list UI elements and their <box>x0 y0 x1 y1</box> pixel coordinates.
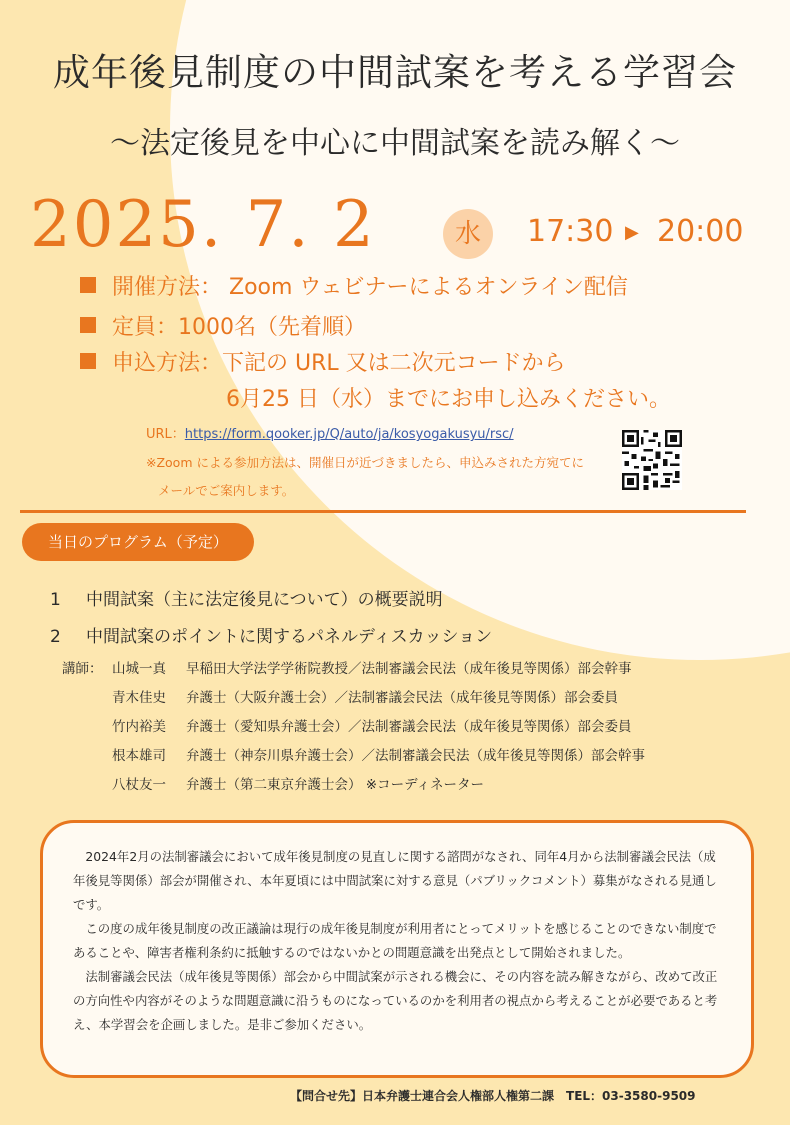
info-capacity <box>80 310 366 341</box>
registration-url <box>146 423 514 442</box>
bullet-square-icon <box>80 353 96 369</box>
lecturer-name: 根本雄司 <box>112 748 166 764</box>
zoom-note-line1: ※Zoom による参加方法は、開催日が近づきましたら、申込みされた方宛てに <box>146 455 584 470</box>
lecturer-role: 早稲田大学法学学術院教授／法制審議会民法（成年後見等関係）部会幹事 <box>186 661 632 677</box>
info-method <box>80 270 628 301</box>
info-method-text: 開催方法： Zoom ウェビナーによるオンライン配信 <box>112 275 628 300</box>
lecturer-name: 山城一真 <box>112 661 166 677</box>
program-item <box>50 585 443 610</box>
description-paragraph: 法制審議会民法（成年後見等関係）部会から中間試案が示される機会に、その内容を読み解きながら、改めて改正の方向性や内容がそのような問題意識に沿うものになっているのかを利用者の視点から考えることが必要であると考え、本学習会を企画しました。是非ご参加ください。 <box>73 969 718 1032</box>
bullet-square-icon <box>80 317 96 333</box>
program-heading: 当日のプログラム（予定） <box>22 523 254 561</box>
program-item-number: 2 <box>50 627 61 647</box>
page-subtitle: ～法定後見を中心に中間試案を読み解く～ <box>110 126 680 161</box>
lecturer-role: 弁護士（第二東京弁護士会） ※コーディネーター <box>186 777 485 793</box>
description-paragraph: 2024年2月の法制審議会において成年後見制度の見直しに関する諮問がなされ、同年4月から法制審議会民法（成年後見等関係）部会が開催され、本年夏頃には中間試案に対する意見（パブリックコメント）募集がなされる見通しです。 <box>73 849 717 912</box>
url-link[interactable]: https://form.qooker.jp/Q/auto/ja/kosyogakusyu/rsc/ <box>184 427 514 442</box>
lecturer-name: 八杖友一 <box>112 777 166 793</box>
info-apply <box>80 346 566 377</box>
description-paragraph: この度の成年後見制度の改正議論は現行の成年後見制度が利用者にとってメリットを感じることのできない制度であることや、障害者権利条約に抵触するのではないかとの問題意識を出発点として開始されました。 <box>73 921 717 960</box>
qr-code-icon[interactable] <box>622 430 682 490</box>
weekday-badge: 水 <box>443 209 493 259</box>
program-item-text: 中間試案（主に法定後見について）の概要説明 <box>86 590 443 610</box>
program-item-number: 1 <box>50 590 61 610</box>
page-title: 成年後見制度の中間試案を考える学習会 <box>53 51 737 94</box>
lecturer-row <box>62 773 484 793</box>
lecturer-row <box>62 686 618 706</box>
event-date: 2025. 7. 2 <box>30 188 376 262</box>
lecturer-row <box>62 657 632 677</box>
lecturer-name: 青木佳史 <box>112 690 166 706</box>
lecturer-row <box>62 744 645 764</box>
lecturer-name: 竹内裕美 <box>112 719 166 735</box>
url-label: URL： <box>146 427 185 442</box>
info-apply-text: 申込方法：下記の URL 又は二次元コードから <box>112 351 566 376</box>
bullet-square-icon <box>80 277 96 293</box>
program-item <box>50 622 492 647</box>
arrow-icon: ▶ <box>625 222 639 243</box>
lecturer-role: 弁護士（大阪弁護士会）／法制審議会民法（成年後見等関係）部会委員 <box>186 690 618 706</box>
info-capacity-text: 定員：1000名（先着順） <box>112 315 366 340</box>
lecturer-role: 弁護士（神奈川県弁護士会）／法制審議会民法（成年後見等関係）部会幹事 <box>186 748 645 764</box>
description-box <box>40 820 754 1078</box>
info-apply-deadline: 6月25 日（水）までにお申し込みください。 <box>226 387 671 412</box>
start-time: 17:30 <box>527 214 614 249</box>
lecturer-label: 講師： <box>62 661 103 677</box>
zoom-note-line2: メールでご案内します。 <box>158 483 295 498</box>
lecturer-row <box>62 715 632 735</box>
divider <box>20 510 746 513</box>
program-item-text: 中間試案のポイントに関するパネルディスカッション <box>86 627 493 647</box>
end-time: 20:00 <box>657 214 744 249</box>
lecturer-role: 弁護士（愛知県弁護士会）／法制審議会民法（成年後見等関係）部会委員 <box>186 719 632 735</box>
contact-info: 【問合せ先】日本弁護士連合会人権部人権第二課 TEL：03-3580-9509 <box>290 1089 696 1103</box>
